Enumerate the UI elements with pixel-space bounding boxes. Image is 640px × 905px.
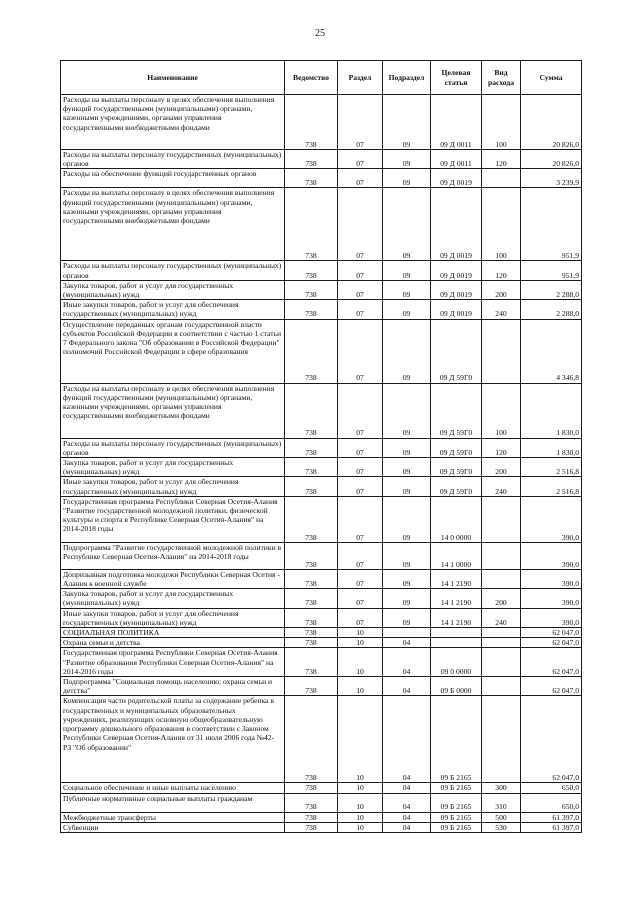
table-row [61, 638, 582, 648]
cell-amount: 3 239,9 [521, 169, 582, 188]
cell-section: 07 [338, 608, 383, 627]
cell-target: 09 Д 0019 [431, 300, 482, 319]
cell-subsection: 04 [383, 677, 431, 696]
cell-section: 10 [338, 648, 383, 677]
table-row [61, 589, 582, 608]
cell-amount: 650,0 [521, 793, 582, 812]
header-name: Наименование [61, 61, 285, 95]
table-row [61, 150, 582, 169]
cell-amount: 2 516,8 [521, 477, 582, 496]
cell-subsection: 09 [383, 496, 431, 542]
cell-section: 07 [338, 150, 383, 169]
table-row [61, 477, 582, 496]
cell-target: 09 Д 0019 [431, 280, 482, 299]
cell-subsection: 04 [383, 638, 431, 648]
cell-target: 09 Б 2165 [431, 783, 482, 793]
cell-name: Закупка товаров, работ и услуг для государственных (муниципальных) нужд [61, 280, 285, 299]
cell-name: Государственная программа Республики Северная Осетия-Алания "Развитие образования Республики Северная Осетия-Алания" на 2014-2016 годы [61, 648, 285, 677]
cell-subsection: 09 [383, 95, 431, 150]
cell-subsection: 09 [383, 542, 431, 569]
cell-name: Компенсация части родительской платы за содержание ребенка в государственных и муниципальных образовательных учреждениях, реализующих основную общеобразовательную программу дошкольного образования в соответствии с Законом Республики Северная Осетия-Алания от 31 июля 2006 года №42-РЗ "Об образовании" [61, 696, 285, 783]
cell-amount: 62 047,0 [521, 696, 582, 783]
cell-subsection: 09 [383, 477, 431, 496]
cell-subsection: 04 [383, 812, 431, 822]
cell-expense-type: 530 [482, 822, 521, 832]
cell-department: 738 [285, 638, 338, 648]
cell-expense-type: 200 [482, 589, 521, 608]
cell-expense-type [482, 319, 521, 383]
header-target: Целевая статья [431, 61, 482, 95]
cell-department: 738 [285, 589, 338, 608]
cell-subsection: 09 [383, 261, 431, 280]
cell-target: 14 1 2190 [431, 608, 482, 627]
cell-department: 738 [285, 280, 338, 299]
cell-amount: 4 346,8 [521, 319, 582, 383]
cell-target: 09 Б 2165 [431, 696, 482, 783]
cell-department: 738 [285, 783, 338, 793]
cell-expense-type [482, 569, 521, 588]
cell-subsection: 09 [383, 300, 431, 319]
cell-department: 738 [285, 150, 338, 169]
cell-department: 738 [285, 169, 338, 188]
cell-name: Иные закупки товаров, работ и услуг для обеспечения государственных (муниципальных) нужд [61, 300, 285, 319]
cell-name: Подпрограмма "Социальная помощь населению: охрана семьи и детства" [61, 677, 285, 696]
budget-table [60, 60, 582, 833]
cell-name: Закупка товаров, работ и услуг для государственных (муниципальных) нужд [61, 458, 285, 477]
cell-amount: 390,0 [521, 496, 582, 542]
cell-amount: 951,9 [521, 188, 582, 261]
cell-section: 07 [338, 319, 383, 383]
cell-subsection: 09 [383, 150, 431, 169]
cell-subsection [383, 628, 431, 638]
cell-amount: 2 288,0 [521, 280, 582, 299]
cell-name: Государственная программа Республики Северная Осетия-Алания "Развитие государственной молодежной политики, физической культуры и спорта в Республике Северная Осетия-Алания" на 2014-2018 годы [61, 496, 285, 542]
table-row [61, 169, 582, 188]
cell-subsection: 09 [383, 319, 431, 383]
cell-department: 738 [285, 812, 338, 822]
cell-subsection: 09 [383, 438, 431, 457]
cell-amount: 61 397,0 [521, 822, 582, 832]
table-row [61, 783, 582, 793]
cell-name: Расходы на выплаты персоналу государственных (муниципальных) органов [61, 150, 285, 169]
cell-section: 10 [338, 638, 383, 648]
cell-amount: 650,0 [521, 783, 582, 793]
cell-section: 07 [338, 589, 383, 608]
table-row [61, 608, 582, 627]
cell-name: Расходы на выплаты персоналу в целях обеспечения выполнения функций государственными (муниципальными) органами, казенными учреждениями, органами управления государственными внебюджетными фондами [61, 383, 285, 438]
table-row [61, 319, 582, 383]
table-row [61, 188, 582, 261]
table-row [61, 793, 582, 812]
cell-expense-type [482, 638, 521, 648]
cell-amount: 62 047,0 [521, 628, 582, 638]
cell-section: 07 [338, 496, 383, 542]
cell-target: 14 1 2190 [431, 569, 482, 588]
cell-expense-type: 240 [482, 608, 521, 627]
cell-section: 10 [338, 628, 383, 638]
cell-section: 07 [338, 569, 383, 588]
cell-name: СОЦИАЛЬНАЯ ПОЛИТИКА [61, 628, 285, 638]
cell-name: Иные закупки товаров, работ и услуг для обеспечения государственных (муниципальных) нужд [61, 608, 285, 627]
table-row [61, 628, 582, 638]
cell-name: Осуществление переданных органам государственной власти субъектов Российской Федерации в соответствии с частью 1 статьи 7 Федерального закона "Об образовании в Российской Федерации" полномочий Российской Федерации в сфере образования [61, 319, 285, 383]
cell-section: 07 [338, 542, 383, 569]
cell-expense-type: 100 [482, 383, 521, 438]
cell-target: 09 Д 59Г0 [431, 458, 482, 477]
cell-section: 07 [338, 300, 383, 319]
cell-target: 09 Б 2165 [431, 812, 482, 822]
table-header [61, 61, 582, 95]
cell-department: 738 [285, 648, 338, 677]
cell-subsection: 04 [383, 783, 431, 793]
table-row [61, 300, 582, 319]
cell-amount: 2 288,0 [521, 300, 582, 319]
cell-expense-type: 310 [482, 793, 521, 812]
table-row [61, 261, 582, 280]
cell-section: 07 [338, 438, 383, 457]
cell-name: Расходы на выплаты персоналу в целях обеспечения выполнения функций государственными (муниципальными) органами, казенными учреждениями, органами управления государственными внебюджетными фондами [61, 95, 285, 150]
cell-name: Иные закупки товаров, работ и услуг для обеспечения государственных (муниципальных) нужд [61, 477, 285, 496]
table-row [61, 542, 582, 569]
cell-section: 07 [338, 261, 383, 280]
cell-expense-type: 120 [482, 261, 521, 280]
cell-amount: 61 397,0 [521, 812, 582, 822]
cell-amount: 951,9 [521, 261, 582, 280]
cell-target: 09 Д 59Г0 [431, 319, 482, 383]
cell-name: Расходы на выплаты персоналу государственных (муниципальных) органов [61, 261, 285, 280]
cell-expense-type: 120 [482, 150, 521, 169]
cell-name: Публичные нормативные социальные выплаты гражданам [61, 793, 285, 812]
cell-amount: 62 047,0 [521, 638, 582, 648]
cell-department: 738 [285, 677, 338, 696]
cell-subsection: 04 [383, 822, 431, 832]
cell-amount: 390,0 [521, 608, 582, 627]
cell-target: 09 Д 59Г0 [431, 438, 482, 457]
cell-department: 738 [285, 608, 338, 627]
header-amount: Сумма [521, 61, 582, 95]
cell-expense-type: 200 [482, 458, 521, 477]
cell-department: 738 [285, 95, 338, 150]
cell-target: 09 Д 0011 [431, 95, 482, 150]
cell-subsection: 09 [383, 280, 431, 299]
cell-section: 07 [338, 280, 383, 299]
table-row [61, 569, 582, 588]
cell-expense-type [482, 677, 521, 696]
cell-name: Охрана семьи и детства [61, 638, 285, 648]
cell-target: 09 Б 0000 [431, 677, 482, 696]
cell-subsection: 09 [383, 188, 431, 261]
cell-expense-type: 300 [482, 783, 521, 793]
cell-amount: 2 516,8 [521, 458, 582, 477]
table-row [61, 496, 582, 542]
cell-expense-type: 120 [482, 438, 521, 457]
cell-expense-type: 500 [482, 812, 521, 822]
cell-department: 738 [285, 383, 338, 438]
cell-target: 09 Б 2165 [431, 793, 482, 812]
cell-section: 07 [338, 477, 383, 496]
cell-section: 10 [338, 793, 383, 812]
cell-subsection: 04 [383, 793, 431, 812]
cell-department: 738 [285, 188, 338, 261]
cell-amount: 62 047,0 [521, 677, 582, 696]
cell-department: 738 [285, 261, 338, 280]
cell-section: 07 [338, 95, 383, 150]
cell-target: 14 1 2190 [431, 589, 482, 608]
cell-amount: 1 830,0 [521, 438, 582, 457]
cell-subsection: 09 [383, 458, 431, 477]
cell-department: 738 [285, 458, 338, 477]
cell-subsection: 09 [383, 608, 431, 627]
cell-target: 09 Б 2165 [431, 822, 482, 832]
cell-section: 07 [338, 188, 383, 261]
table-row [61, 383, 582, 438]
cell-name: Закупка товаров, работ и услуг для государственных (муниципальных) нужд [61, 589, 285, 608]
cell-expense-type: 100 [482, 95, 521, 150]
cell-section: 10 [338, 822, 383, 832]
cell-name: Расходы на обеспечение функций государственных органов [61, 169, 285, 188]
cell-section: 10 [338, 783, 383, 793]
cell-target: 14 0 0000 [431, 496, 482, 542]
cell-target: 09 Д 59Г0 [431, 477, 482, 496]
cell-amount: 390,0 [521, 542, 582, 569]
cell-name: Социальное обеспечение и иные выплаты населению [61, 783, 285, 793]
cell-subsection: 09 [383, 169, 431, 188]
header-expense-type: Вид расхода [482, 61, 521, 95]
cell-target: 14 1 0000 [431, 542, 482, 569]
table-row [61, 458, 582, 477]
cell-amount: 1 830,0 [521, 383, 582, 438]
table-row [61, 822, 582, 832]
cell-department: 738 [285, 696, 338, 783]
cell-department: 738 [285, 793, 338, 812]
cell-expense-type [482, 169, 521, 188]
cell-amount: 20 826,0 [521, 95, 582, 150]
cell-target: 09 Д 0019 [431, 188, 482, 261]
table-row [61, 812, 582, 822]
cell-amount: 62 047,0 [521, 648, 582, 677]
cell-section: 10 [338, 696, 383, 783]
cell-department: 738 [285, 477, 338, 496]
cell-section: 10 [338, 812, 383, 822]
table-row [61, 95, 582, 150]
cell-section: 10 [338, 677, 383, 696]
cell-name: Расходы на выплаты персоналу государственных (муниципальных) органов [61, 438, 285, 457]
page-number: 25 [315, 28, 325, 39]
cell-subsection: 09 [383, 569, 431, 588]
cell-subsection: 04 [383, 696, 431, 783]
cell-target: 09 Д 59Г0 [431, 383, 482, 438]
table-row [61, 438, 582, 457]
cell-target: 09 Д 0011 [431, 150, 482, 169]
cell-expense-type [482, 628, 521, 638]
cell-department: 738 [285, 542, 338, 569]
cell-expense-type [482, 696, 521, 783]
cell-amount: 20 826,0 [521, 150, 582, 169]
cell-department: 738 [285, 822, 338, 832]
table-body [61, 95, 582, 833]
header-section: Раздел [338, 61, 383, 95]
cell-section: 07 [338, 458, 383, 477]
cell-subsection: 09 [383, 589, 431, 608]
cell-amount: 390,0 [521, 589, 582, 608]
cell-department: 738 [285, 300, 338, 319]
table-row [61, 648, 582, 677]
cell-name: Субвенции [61, 822, 285, 832]
cell-department: 738 [285, 438, 338, 457]
header-row [61, 61, 582, 95]
cell-target [431, 628, 482, 638]
cell-section: 07 [338, 383, 383, 438]
cell-name: Допризывная подготовка молодежи Республики Северная Осетия - Алания к военной службе [61, 569, 285, 588]
cell-expense-type: 200 [482, 280, 521, 299]
cell-expense-type: 240 [482, 300, 521, 319]
cell-name: Межбюджетные трансферты [61, 812, 285, 822]
table-row [61, 677, 582, 696]
cell-expense-type: 100 [482, 188, 521, 261]
cell-target [431, 638, 482, 648]
cell-section: 07 [338, 169, 383, 188]
cell-department: 738 [285, 628, 338, 638]
table-row [61, 696, 582, 783]
header-department: Ведомство [285, 61, 338, 95]
cell-target: 09 0 0000 [431, 648, 482, 677]
cell-target: 09 Д 0019 [431, 169, 482, 188]
cell-department: 738 [285, 569, 338, 588]
table-row [61, 280, 582, 299]
cell-amount: 390,0 [521, 569, 582, 588]
cell-target: 09 Д 0019 [431, 261, 482, 280]
cell-expense-type: 240 [482, 477, 521, 496]
cell-expense-type [482, 648, 521, 677]
cell-name: Расходы на выплаты персоналу в целях обеспечения выполнения функций государственными (муниципальными) органами, казенными учреждениями, органами управления государственными внебюджетными фондами [61, 188, 285, 261]
cell-subsection: 09 [383, 383, 431, 438]
cell-department: 738 [285, 319, 338, 383]
cell-subsection: 04 [383, 648, 431, 677]
cell-department: 738 [285, 496, 338, 542]
cell-expense-type [482, 496, 521, 542]
cell-name: Подпрограмма "Развитие государственной молодежной политики в Республике Северная Осетия-Алания" на 2014-2018 годы [61, 542, 285, 569]
header-subsection: Подраздел [383, 61, 431, 95]
cell-expense-type [482, 542, 521, 569]
